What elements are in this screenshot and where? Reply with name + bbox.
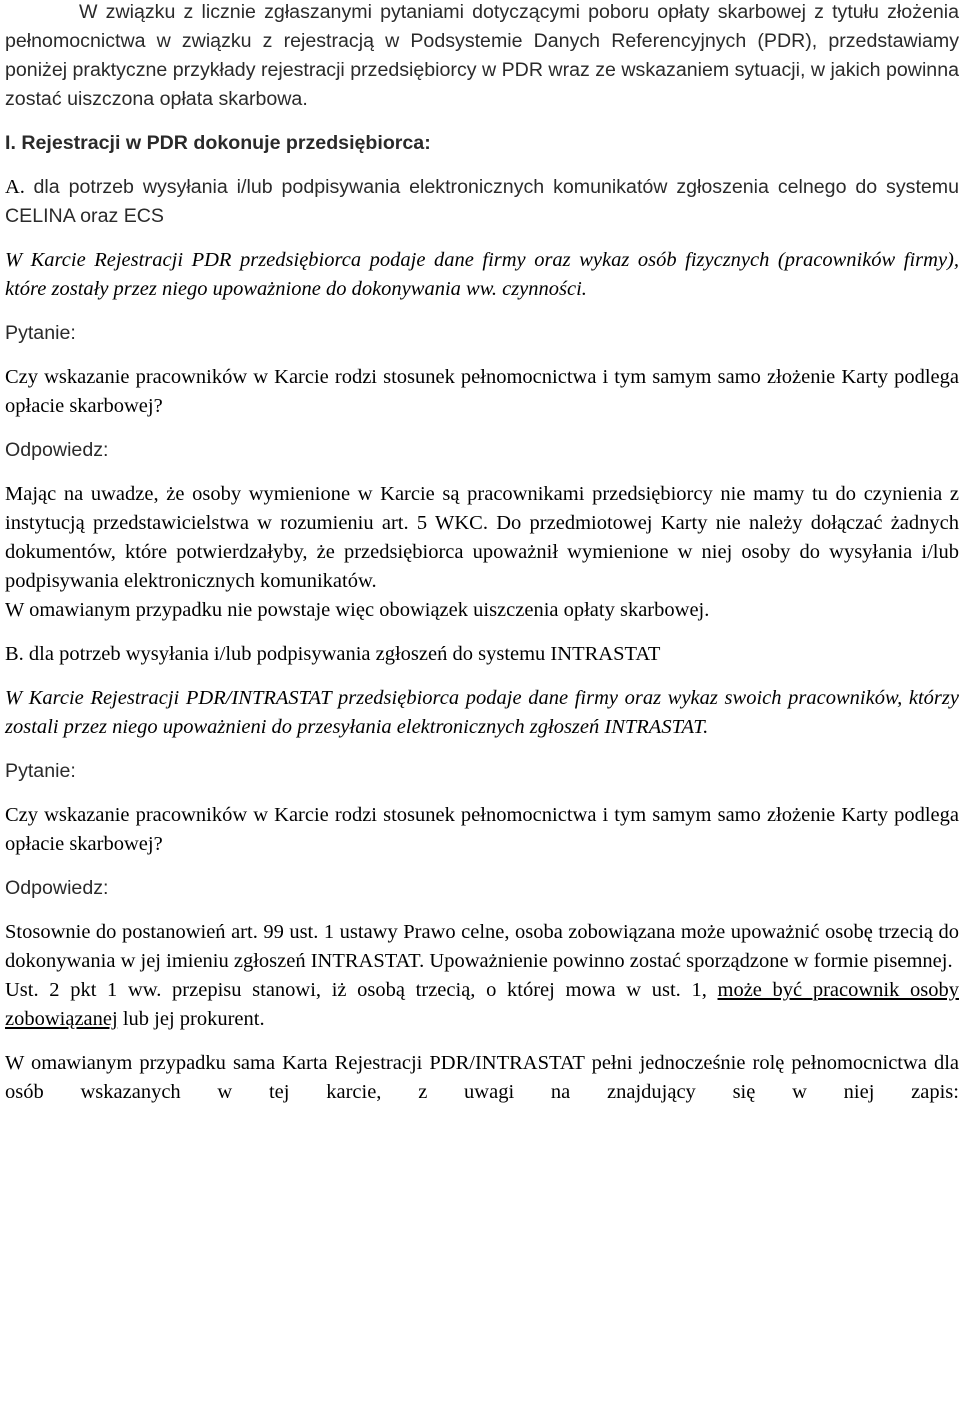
case-b-answer-part2-underlined: może być pracownik osoby zobowiązanej [5, 979, 959, 1030]
case-a-question-label: Pytanie: [5, 322, 76, 344]
case-b-answer-part2-suffix: lub jej prokurent. [122, 1008, 265, 1030]
case-a-answer-label: Odpowiedz: [5, 439, 109, 461]
case-b-title: B. dla potrzeb wysyłania i/lub podpisywania zgłoszeń do systemu INTRASTAT [5, 643, 661, 665]
spacer [5, 158, 959, 173]
spacer [5, 786, 959, 801]
case-b-answer-part1: Stosownie do postanowień art. 99 ust. 1 ustawy Prawo celne, osoba zobowiązana może upoważnić osobę trzecią do dokonywania w jej imieniu zgłoszeń INTRASTAT. Upoważnienie powinno zostać sporządzone w formie pisemnej. [5, 921, 959, 972]
case-a-title-text: dla potrzeb wysyłania i/lub podpisywania elektronicznych komunikatów zgłoszenia celnego do systemu CELINA oraz ECS [5, 176, 960, 227]
spacer [5, 348, 959, 363]
case-a-title [5, 173, 959, 231]
spacer [5, 465, 959, 480]
case-b-description: W Karcie Rejestracji PDR/INTRASTAT przedsiębiorca podaje dane firmy oraz wykaz swoich pracowników, którzy zostali przez niego upoważnieni do przesyłania elektronicznych zgłoszeń INTRASTAT. [5, 687, 959, 738]
case-a-description: W Karcie Rejestracji PDR przedsiębiorca podaje dane firmy oraz wykaz osób fizycznych (pracowników firmy), które zostały przez niego upoważnione do dokonywania ww. czynności. [5, 249, 959, 300]
case-b-question-label: Pytanie: [5, 760, 76, 782]
case-b-answer-part2 [5, 976, 959, 1034]
case-a-answer [5, 480, 959, 596]
case-b-answer-label: Odpowiedz: [5, 877, 109, 899]
spacer [5, 625, 959, 640]
spacer [5, 114, 959, 129]
case-b-answer-part2-prefix: Ust. 2 pkt 1 ww. przepisu stanowi, iż osobą trzecią, o której mowa w ust. 1, [5, 979, 707, 1001]
case-b-question: Czy wskazanie pracowników w Karcie rodzi stosunek pełnomocnictwa i tym samym samo złożenie Karty podlega opłacie skarbowej? [5, 804, 959, 855]
spacer [5, 903, 959, 918]
case-a-answer-part2: Do przedmiotowej Karty nie należy dołączać żadnych dokumentów, które potwierdzałyby, że przedsiębiorca upoważnił wymienione w niej osoby do wysyłania i/lub podpisywania elektronicznych komunikatów. [5, 512, 959, 592]
spacer [5, 231, 959, 246]
spacer [5, 1034, 959, 1049]
intro-paragraph: W związku z licznie zgłaszanymi pytaniami dotyczącymi poboru opłaty skarbowej z tytułu złożenia pełnomocnictwa w związku z rejestracją w Podsystemie Danych Referencyjnych (PDR), przedstawiamy poniżej praktyczne przykłady rejestracji przedsiębiorcy w PDR wraz ze wskazaniem sytuacji, w jakich powinna zostać uiszczona opłata skarbowa. [5, 1, 959, 110]
case-b-answer-conclusion: W omawianym przypadku sama Karta Rejestracji PDR/INTRASTAT pełni jednocześnie rolę pełnomocnictwa dla osób wskazanych w tej karcie, z uwagi na znajdujący się w niej zapis: [5, 1052, 959, 1103]
case-a-title-prefix: A. [5, 176, 25, 198]
spacer [5, 669, 959, 684]
case-a-question: Czy wskazanie pracowników w Karcie rodzi stosunek pełnomocnictwa i tym samym samo złożenie Karty podlega opłacie skarbowej? [5, 366, 959, 417]
document-page [5, 0, 959, 1107]
spacer [5, 304, 959, 319]
spacer [5, 742, 959, 757]
case-a-answer-part1: Mając na uwadze, że osoby wymienione w Karcie są pracownikami przedsiębiorcy nie mamy tu do czynienia z instytucją przedstawicielstwa w rozumieniu art. 5 WKC. [5, 483, 959, 534]
section-heading: I. Rejestracji w PDR dokonuje przedsiębiorca: [5, 132, 431, 154]
spacer [5, 421, 959, 436]
case-a-answer-conclusion: W omawianym przypadku nie powstaje więc obowiązek uiszczenia opłaty skarbowej. [5, 599, 710, 621]
spacer [5, 859, 959, 874]
